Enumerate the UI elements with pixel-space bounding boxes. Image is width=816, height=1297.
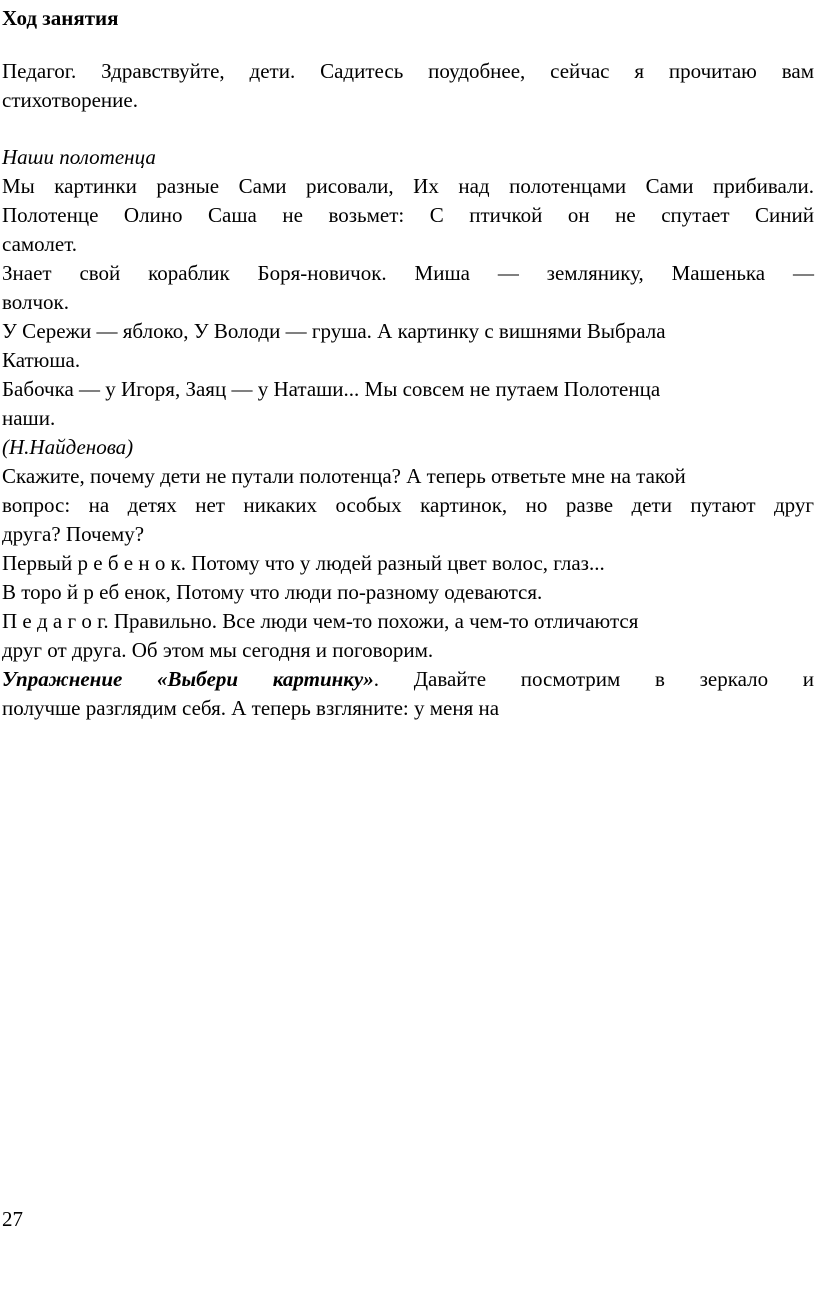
dialogue-line: друг от друга. Об этом мы сегодня и поговорим. — [2, 638, 434, 662]
dialogue-line: Первый р е б е н о к. Потому что у людей разный цвет волос, глаз... — [2, 551, 605, 575]
intro-line-1: Педагог. Здравствуйте, дети. Садитесь поудобнее, сейчас я прочитаю вам — [2, 59, 814, 83]
poem-line: Бабочка ― у Игоря, Заяц ― у Наташи... Мы совсем не путаем Полотенца — [2, 377, 661, 401]
dialogue-line: В торо й р еб енок, Потому что люди по-разному одеваются. — [2, 580, 543, 604]
poem-line: Знает свой кораблик Боря-новичок. Миша ― землянику, Машенька ― — [2, 261, 814, 285]
poem-author: (Н.Найденова) — [2, 435, 134, 459]
exercise-line-1 — [2, 665, 814, 694]
dialogue-line: друга? Почему? — [2, 522, 145, 546]
poem-line: волчок. — [2, 290, 69, 314]
document-page — [2, 4, 814, 723]
poem-line: У Сережи ― яблоко, У Володи ― груша. А картинку с вишнями Выбрала — [2, 319, 666, 343]
dialogue-line: вопрос: на детях нет никаких особых картинок, но разве дети путают друг — [2, 493, 814, 517]
dialogue-line: Скажите, почему дети не путали полотенца? А теперь ответьте мне на такой — [2, 464, 686, 488]
exercise-name: Упражнение «Выбери картинку» — [2, 667, 374, 691]
poem-title: Наши полотенца — [2, 145, 156, 169]
poem-line: самолет. — [2, 232, 78, 256]
poem-line: Катюша. — [2, 348, 81, 372]
poem-line: наши. — [2, 406, 56, 430]
page-number: 27 — [2, 1207, 23, 1231]
exercise-line-2: получше разглядим себя. А теперь взгляните: у меня на — [2, 696, 500, 720]
exercise-line-1-rest: . Давайте посмотрим в зеркало и — [373, 667, 814, 691]
poem-line: Мы картинки разные Сами рисовали, Их над полотенцами Сами прибивали. — [2, 174, 814, 198]
poem-line: Полотенце Олино Саша не возьмет: С птичкой он не спутает Синий — [2, 203, 814, 227]
intro-line-2: стихотворение. — [2, 88, 138, 112]
section-heading: Ход занятия — [2, 6, 119, 30]
dialogue-line: П е д а г о г. Правильно. Все люди чем-то похожи, а чем-то отличаются — [2, 609, 639, 633]
